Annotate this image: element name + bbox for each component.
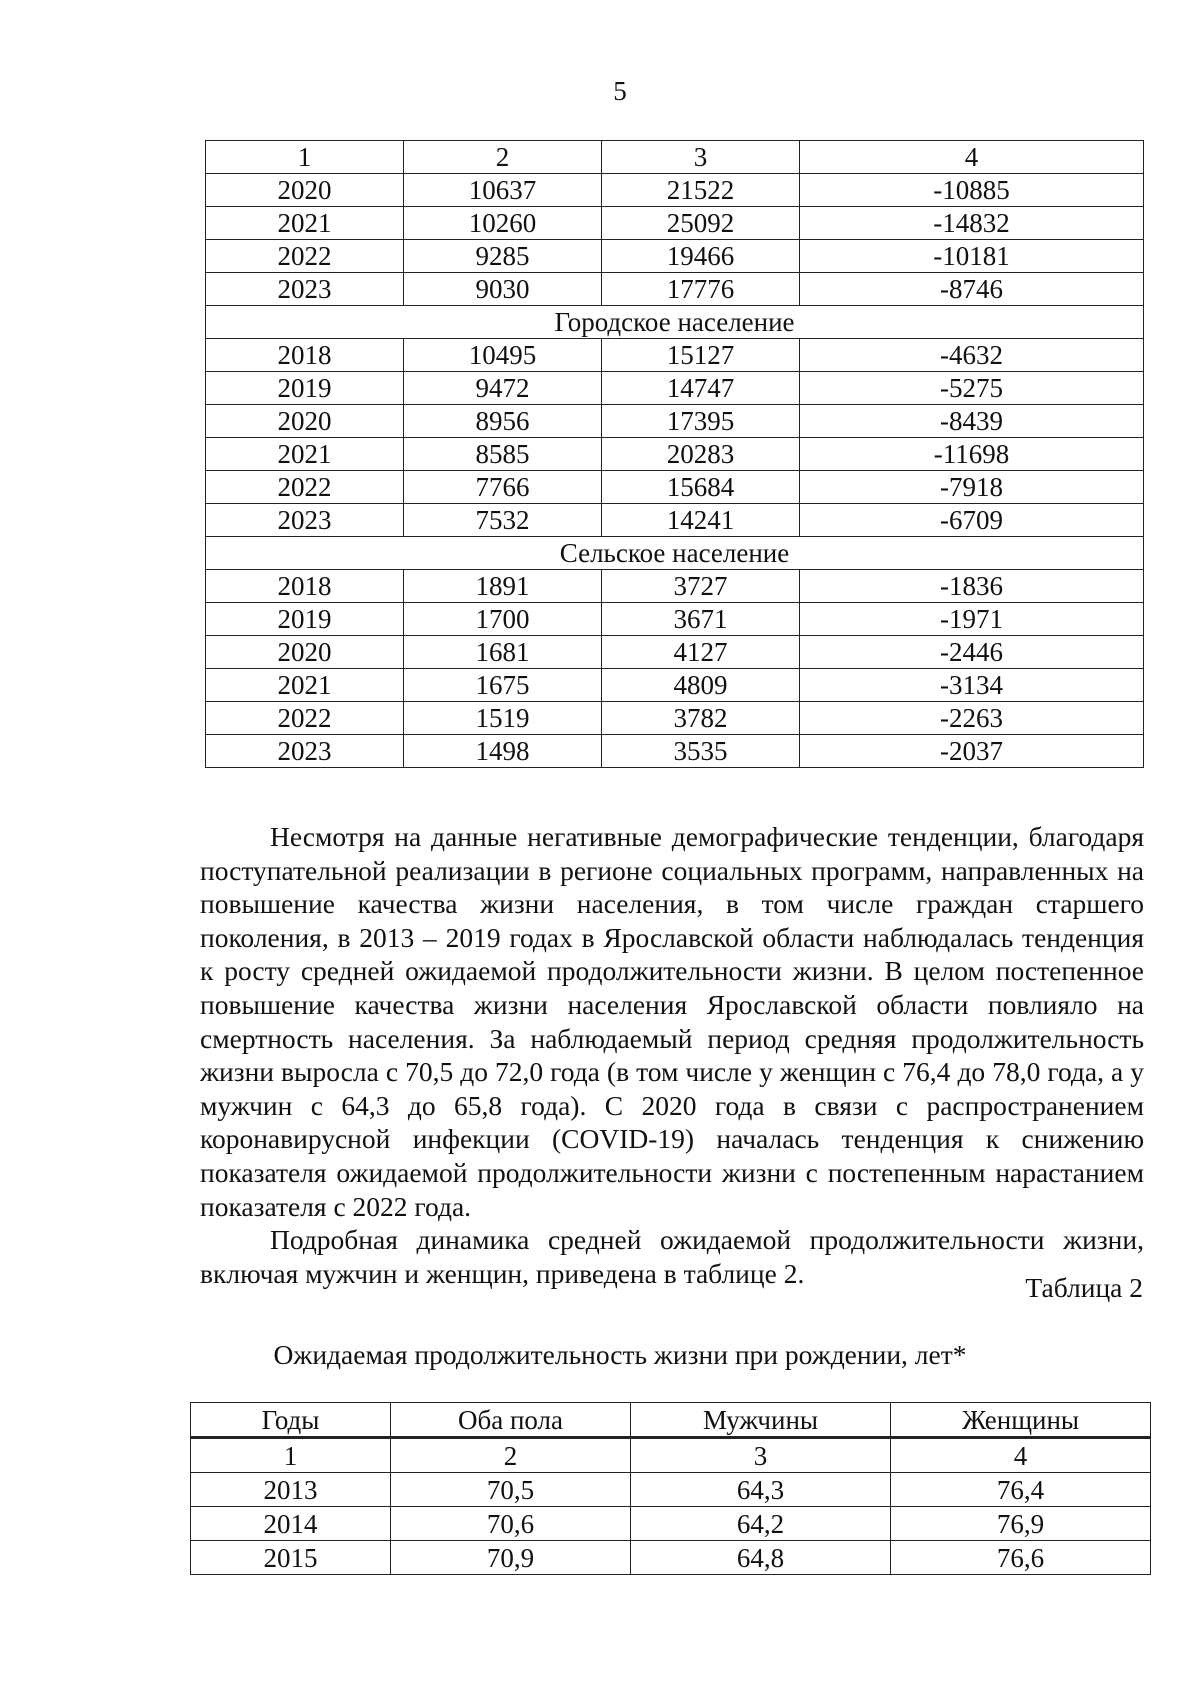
table-cell: 2021 [206, 669, 404, 702]
table-cell: 17776 [602, 273, 800, 306]
table-cell: 64,8 [631, 1541, 891, 1575]
table-cell: -6709 [800, 504, 1144, 537]
table-cell: 3535 [602, 735, 800, 768]
table-cell: -11698 [800, 438, 1144, 471]
table2-caption: Ожидаемая продолжительность жизни при рождении, лет* [273, 1339, 967, 1370]
table-cell: -7918 [800, 471, 1144, 504]
table-cell: 2019 [206, 603, 404, 636]
table-cell: -14832 [800, 207, 1144, 240]
table-cell: 3727 [602, 570, 800, 603]
table-cell: 9472 [404, 372, 602, 405]
table-row [206, 405, 1144, 438]
table-cell: 64,2 [631, 1507, 891, 1541]
population-balance-table-body [206, 141, 1144, 768]
paragraph-table-reference: Подробная динамика средней ожидаемой продолжительности жизни, включая мужчин и женщин, приведена в таблице 2. [200, 1224, 1144, 1289]
section-urban-population [206, 306, 1144, 339]
table-row [206, 207, 1144, 240]
table-row [206, 570, 1144, 603]
table-cell: 4809 [602, 669, 800, 702]
table-cell: 17395 [602, 405, 800, 438]
table-row [206, 471, 1144, 504]
table-cell: 70,6 [391, 1507, 631, 1541]
table-cell: 2019 [206, 372, 404, 405]
table-cell: 7532 [404, 504, 602, 537]
table-cell: 8585 [404, 438, 602, 471]
table-cell: 19466 [602, 240, 800, 273]
table-cell: 2023 [206, 273, 404, 306]
table-cell: 4 [800, 141, 1144, 174]
table-cell: 4 [891, 1438, 1151, 1473]
table-cell: 2 [391, 1438, 631, 1473]
life-expectancy-table-body [191, 1403, 1151, 1575]
table-cell: 2023 [206, 504, 404, 537]
table-cell: 3 [631, 1438, 891, 1473]
table-cell: 4127 [602, 636, 800, 669]
population-balance-table [205, 140, 1144, 768]
table-cell: -1971 [800, 603, 1144, 636]
table-cell: 1498 [404, 735, 602, 768]
table-cell: 2022 [206, 471, 404, 504]
table-cell: 1700 [404, 603, 602, 636]
table-cell: 10260 [404, 207, 602, 240]
table-cell: -10885 [800, 174, 1144, 207]
table-cell: 8956 [404, 405, 602, 438]
table-cell: 20283 [602, 438, 800, 471]
paragraph-life-expectancy-trend: Несмотря на данные негативные демографические тенденции, благодаря поступательной реализации в регионе социальных программ, направленных на повышение качества жизни населения, в том числе граждан старшего поколения, в 2013 – 2019 годах в Ярославской области наблюдалась тенденция к росту средней ожидаемой продолжительности жизни. В целом постепенное повышение качества жизни населения Ярославской области повлияло на смертность населения. За наблюдаемый период средняя продолжительность жизни выросла с 70,5 до 72,0 года (в том числе у женщин с 76,4 до 78,0 года, а у мужчин с 64,3 до 65,8 года). С 2020 года в связи с распространением коронавирусной инфекции (COVID-19) началась тенденция к снижению показателя ожидаемой продолжительности жизни с постепенным нарастанием показателя с 2022 года. [200, 821, 1144, 1222]
table-cell: 3782 [602, 702, 800, 735]
table-row [206, 273, 1144, 306]
table-cell: 7766 [404, 471, 602, 504]
table-cell: 15127 [602, 339, 800, 372]
table-cell: 64,3 [631, 1473, 891, 1507]
table-cell: 10637 [404, 174, 602, 207]
table-cell: 2022 [206, 240, 404, 273]
table-cell: -2446 [800, 636, 1144, 669]
table-row [206, 636, 1144, 669]
table-cell: 15684 [602, 471, 800, 504]
table-cell: -10181 [800, 240, 1144, 273]
table-cell: 3 [602, 141, 800, 174]
body-text [200, 820, 1144, 1290]
table-cell: 2020 [206, 636, 404, 669]
table-cell: 2022 [206, 702, 404, 735]
table-row [206, 174, 1144, 207]
table-cell: 2020 [206, 405, 404, 438]
table-cell: 2018 [206, 339, 404, 372]
page-number: 5 [613, 76, 627, 106]
table-cell: 21522 [602, 174, 800, 207]
table-cell: 1891 [404, 570, 602, 603]
section-rural-population [206, 537, 1144, 570]
table-cell: Оба пола [391, 1403, 631, 1438]
table-cell: 2021 [206, 438, 404, 471]
table-cell: 76,9 [891, 1507, 1151, 1541]
table-cell: -2037 [800, 735, 1144, 768]
table-cell: Годы [191, 1403, 391, 1438]
table-cell: 1681 [404, 636, 602, 669]
table-row [206, 339, 1144, 372]
section-title: Сельское население [206, 537, 1144, 570]
table-row [206, 438, 1144, 471]
table-cell: 2020 [206, 174, 404, 207]
table-cell: 10495 [404, 339, 602, 372]
table-row [206, 603, 1144, 636]
table-cell: 76,6 [891, 1541, 1151, 1575]
table-cell: -4632 [800, 339, 1144, 372]
table-cell: 1675 [404, 669, 602, 702]
table-cell: -1836 [800, 570, 1144, 603]
table-cell: 2018 [206, 570, 404, 603]
table-row [191, 1473, 1151, 1507]
table-row [191, 1507, 1151, 1541]
table-cell: 9285 [404, 240, 602, 273]
table-cell: 2023 [206, 735, 404, 768]
table-row [206, 372, 1144, 405]
table-row [206, 735, 1144, 768]
table-cell: 14241 [602, 504, 800, 537]
table-cell: 14747 [602, 372, 800, 405]
table-cell: -2263 [800, 702, 1144, 735]
table-row [206, 240, 1144, 273]
table-cell: 1519 [404, 702, 602, 735]
table-cell: 1 [206, 141, 404, 174]
section-title: Городское население [206, 306, 1144, 339]
table-header-row [191, 1403, 1151, 1438]
table-cell: 2015 [191, 1541, 391, 1575]
table-cell: Женщины [891, 1403, 1151, 1438]
table2-label: Таблица 2 [1025, 1272, 1143, 1303]
table-cell: 2021 [206, 207, 404, 240]
table-cell: 1 [191, 1438, 391, 1473]
table-cell: 70,9 [391, 1541, 631, 1575]
column-numbering-row [206, 141, 1144, 174]
table-cell: 2013 [191, 1473, 391, 1507]
table-cell: 2014 [191, 1507, 391, 1541]
life-expectancy-table [190, 1402, 1151, 1575]
table-cell: 76,4 [891, 1473, 1151, 1507]
table-row [206, 504, 1144, 537]
table-cell: Мужчины [631, 1403, 891, 1438]
table-row [191, 1541, 1151, 1575]
table-cell: 9030 [404, 273, 602, 306]
table-row [206, 669, 1144, 702]
table-cell: 2 [404, 141, 602, 174]
table-cell: -3134 [800, 669, 1144, 702]
table-cell: 3671 [602, 603, 800, 636]
table-cell: 25092 [602, 207, 800, 240]
table-cell: -8746 [800, 273, 1144, 306]
column-numbering-row [191, 1438, 1151, 1473]
table-cell: -8439 [800, 405, 1144, 438]
table-row [206, 702, 1144, 735]
table-cell: 70,5 [391, 1473, 631, 1507]
table-cell: -5275 [800, 372, 1144, 405]
